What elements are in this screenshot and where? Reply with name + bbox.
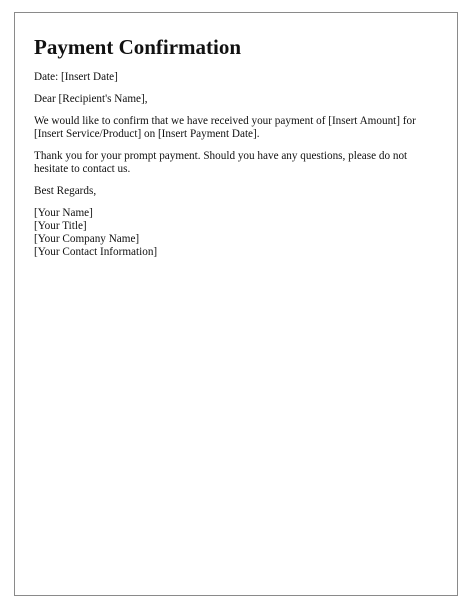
body-paragraph-2: Thank you for your prompt payment. Should you have any questions, please do not hesitate to contact us. [34, 150, 408, 175]
letter-content [34, 35, 434, 259]
signature-contact: [Your Contact Information] [34, 246, 158, 258]
signature-name: [Your Name] [34, 207, 93, 219]
body-paragraph-1: We would like to confirm that we have received your payment of [Insert Amount] for [Insert Service/Product] on [Insert Payment Date]. [34, 115, 416, 140]
signature-block [34, 207, 434, 259]
page-title: Payment Confirmation [34, 35, 242, 59]
closing: Best Regards, [34, 185, 97, 197]
salutation: Dear [Recipient's Name], [34, 93, 148, 105]
letter-page [14, 12, 458, 596]
date-line: Date: [Insert Date] [34, 71, 118, 83]
signature-title: [Your Title] [34, 220, 87, 232]
signature-company: [Your Company Name] [34, 233, 140, 245]
